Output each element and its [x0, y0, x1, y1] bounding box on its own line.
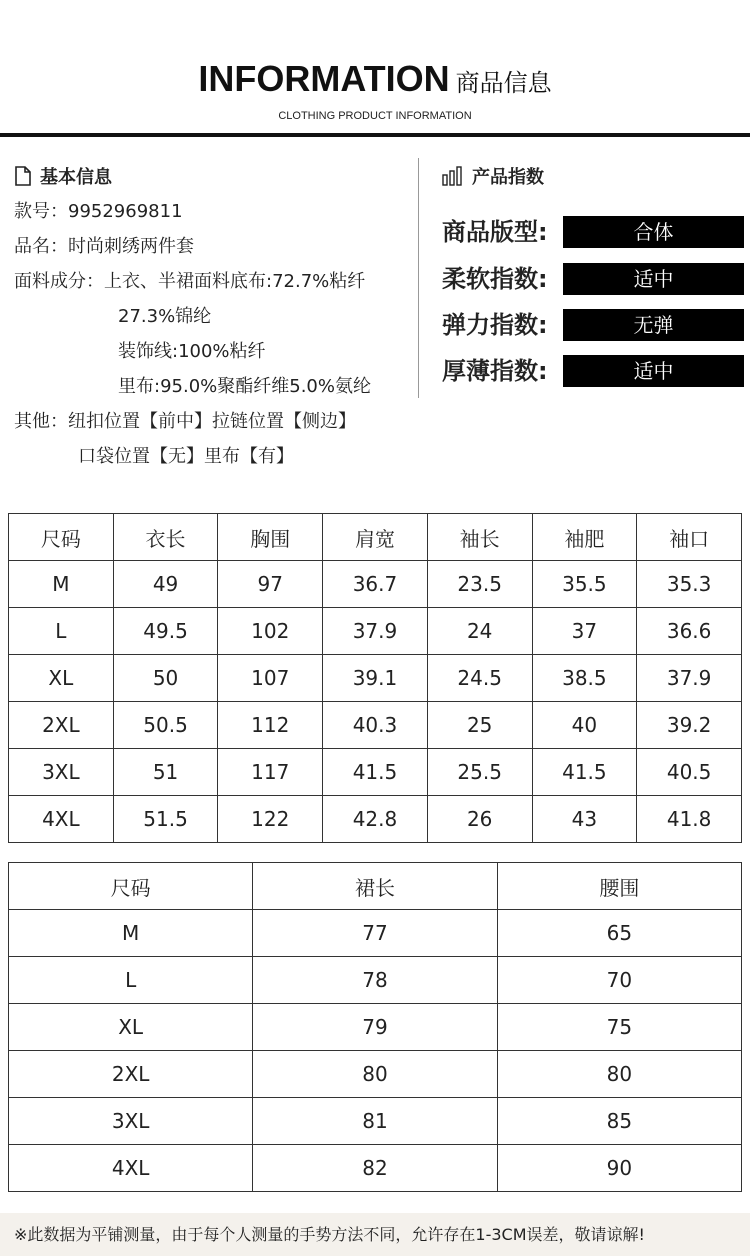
table-header-cell: 裙长: [253, 863, 497, 910]
table-row: [9, 1004, 742, 1051]
table-cell: L: [9, 608, 114, 655]
basic-info-heading: [14, 158, 414, 194]
table-cell: 97: [218, 561, 323, 608]
skirt-size-table: [8, 862, 742, 1192]
fabric-line: 里布:95.0%聚酯纤维5.0%氨纶: [118, 376, 371, 397]
basic-info-section: [14, 158, 414, 474]
table-cell: 79: [253, 1004, 497, 1051]
table-header-cell: 腰围: [497, 863, 741, 910]
table-header-cell: 尺码: [9, 514, 114, 561]
table-cell: M: [9, 910, 253, 957]
table-cell: 85: [497, 1098, 741, 1145]
table-cell: 40.3: [323, 702, 428, 749]
index-row-softness: [442, 262, 744, 296]
name-label: 品名：: [14, 236, 68, 257]
other-row: [14, 404, 414, 439]
table-cell: 81: [253, 1098, 497, 1145]
table-cell: 4XL: [9, 1145, 253, 1192]
name-row: [14, 229, 414, 264]
table-cell: L: [9, 957, 253, 1004]
table-row: [9, 796, 742, 843]
table-cell: 78: [253, 957, 497, 1004]
table-cell: 50: [113, 655, 218, 702]
document-icon: [14, 166, 32, 186]
index-value: 适中: [563, 263, 744, 295]
table-cell: 42.8: [323, 796, 428, 843]
table-cell: 3XL: [9, 749, 114, 796]
other-line: 口袋位置【无】里布【有】: [78, 446, 294, 467]
fabric-label: 面料成分：: [14, 271, 104, 292]
table-cell: 41.5: [532, 749, 637, 796]
title-english: INFORMATION: [198, 58, 450, 99]
table-cell: 24: [427, 608, 532, 655]
table-row: [9, 749, 742, 796]
table-header-cell: 尺码: [9, 863, 253, 910]
table-header-row: [9, 863, 742, 910]
table-cell: 51.5: [113, 796, 218, 843]
table-cell: 24.5: [427, 655, 532, 702]
skirt-size-table-body: [9, 863, 742, 1192]
table-cell: 41.5: [323, 749, 428, 796]
table-cell: 23.5: [427, 561, 532, 608]
table-cell: 51: [113, 749, 218, 796]
fabric-line: 装饰线:100%粘纤: [118, 341, 266, 362]
table-row: [9, 957, 742, 1004]
header-divider: [0, 133, 750, 137]
other-line: 纽扣位置【前中】拉链位置【侧边】: [68, 411, 356, 432]
footer-note-bar: [0, 1213, 750, 1256]
table-cell: 49: [113, 561, 218, 608]
index-row-thickness: [442, 354, 744, 388]
table-cell: 36.7: [323, 561, 428, 608]
top-size-table-body: [9, 514, 742, 843]
basic-info-heading-text: 基本信息: [40, 167, 112, 188]
other-label: 其他：: [14, 411, 68, 432]
fabric-row: [14, 264, 414, 299]
table-cell: 26: [427, 796, 532, 843]
table-cell: 3XL: [9, 1098, 253, 1145]
table-cell: 37.9: [323, 608, 428, 655]
table-cell: 4XL: [9, 796, 114, 843]
footer-note: ※此数据为平铺测量，由于每个人测量的手势方法不同，允许存在1-3CM误差，敬请谅解!: [14, 1225, 645, 1244]
table-row: [9, 1051, 742, 1098]
index-value: 无弹: [563, 309, 744, 341]
table-cell: 102: [218, 608, 323, 655]
page-title: [0, 58, 750, 100]
table-cell: 35.3: [637, 561, 742, 608]
table-row: [9, 608, 742, 655]
table-row: [9, 1098, 742, 1145]
page-subtitle: CLOTHING PRODUCT INFORMATION: [278, 110, 472, 122]
table-header-row: [9, 514, 742, 561]
product-index-heading-text: 产品指数: [472, 167, 544, 188]
table-cell: 35.5: [532, 561, 637, 608]
index-row-fit: [442, 215, 744, 249]
table-row: [9, 702, 742, 749]
index-label: 厚薄指数:: [442, 357, 548, 385]
index-value: 适中: [563, 355, 744, 387]
table-header-cell: 衣长: [113, 514, 218, 561]
table-row: [9, 655, 742, 702]
table-cell: 40: [532, 702, 637, 749]
top-size-table: [8, 513, 742, 843]
table-cell: 75: [497, 1004, 741, 1051]
table-cell: 50.5: [113, 702, 218, 749]
title-chinese: 商品信息: [455, 69, 552, 97]
table-cell: 41.8: [637, 796, 742, 843]
table-cell: 25: [427, 702, 532, 749]
table-header-cell: 袖肥: [532, 514, 637, 561]
table-cell: 2XL: [9, 702, 114, 749]
product-index-section: [442, 158, 744, 385]
table-cell: 80: [253, 1051, 497, 1098]
index-row-elasticity: [442, 308, 744, 342]
table-cell: 39.2: [637, 702, 742, 749]
table-cell: XL: [9, 1004, 253, 1051]
table-cell: 122: [218, 796, 323, 843]
table-header-cell: 袖长: [427, 514, 532, 561]
index-label: 柔软指数:: [442, 265, 548, 293]
style-no-label: 款号：: [14, 201, 68, 222]
table-cell: 77: [253, 910, 497, 957]
style-no-value: 9952969811: [68, 201, 183, 222]
index-label: 弹力指数:: [442, 311, 548, 339]
fabric-line: 27.3%锦纶: [118, 306, 212, 327]
table-cell: 49.5: [113, 608, 218, 655]
table-cell: 65: [497, 910, 741, 957]
table-cell: 40.5: [637, 749, 742, 796]
bar-chart-icon: [442, 166, 464, 186]
table-header-cell: 肩宽: [323, 514, 428, 561]
table-cell: 112: [218, 702, 323, 749]
table-cell: 2XL: [9, 1051, 253, 1098]
table-cell: M: [9, 561, 114, 608]
index-label: 商品版型:: [442, 218, 548, 246]
table-cell: 38.5: [532, 655, 637, 702]
table-cell: 117: [218, 749, 323, 796]
table-cell: 43: [532, 796, 637, 843]
index-value: 合体: [563, 216, 744, 248]
style-no-row: [14, 194, 414, 229]
table-cell: 107: [218, 655, 323, 702]
name-value: 时尚刺绣两件套: [68, 236, 194, 257]
header: [0, 0, 750, 136]
table-row: [9, 561, 742, 608]
table-row: [9, 910, 742, 957]
table-cell: 82: [253, 1145, 497, 1192]
table-cell: 36.6: [637, 608, 742, 655]
table-cell: 37.9: [637, 655, 742, 702]
product-index-heading: [442, 158, 744, 194]
table-cell: 70: [497, 957, 741, 1004]
table-cell: 37: [532, 608, 637, 655]
table-row: [9, 1145, 742, 1192]
section-divider: [418, 158, 419, 398]
fabric-line: 上衣、半裙面料底布:72.7%粘纤: [104, 271, 366, 292]
table-cell: XL: [9, 655, 114, 702]
table-cell: 39.1: [323, 655, 428, 702]
table-cell: 25.5: [427, 749, 532, 796]
table-header-cell: 袖口: [637, 514, 742, 561]
table-cell: 80: [497, 1051, 741, 1098]
table-header-cell: 胸围: [218, 514, 323, 561]
table-cell: 90: [497, 1145, 741, 1192]
